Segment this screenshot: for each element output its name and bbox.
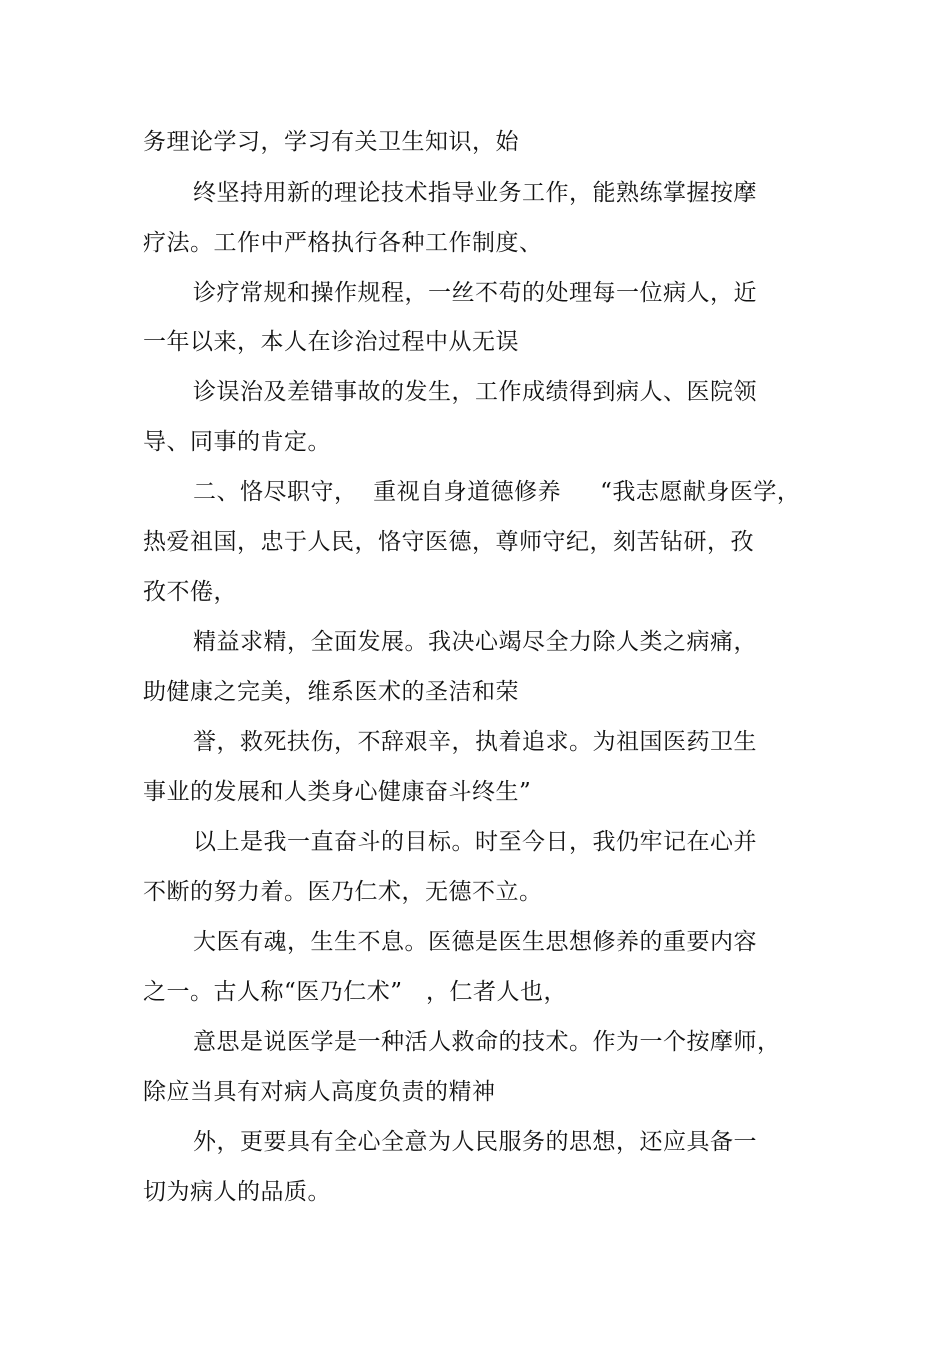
text-line-13: 誉，救死扶伤，不辞艰辛，执着追求。为祖国医药卫生 xyxy=(193,729,757,755)
section-heading-line: 二、恪尽职守， 重视自身道德修养 “我志愿献身医学， xyxy=(193,479,801,505)
text-line-10: 孜不倦， xyxy=(143,579,237,605)
text-line-9: 热爱祖国，忠于人民，恪守医德，尊师守纪，刻苦钻研，孜 xyxy=(143,529,754,555)
text-line-1: 务理论学习，学习有关卫生知识，始 xyxy=(143,129,519,155)
text-line-4: 诊疗常规和操作规程，一丝不苟的处理每一位病人，近 xyxy=(193,280,757,306)
text-line-20: 除应当具有对病人高度负责的精神 xyxy=(143,1079,496,1105)
text-line-14: 事业的发展和人类身心健康奋斗终生” xyxy=(143,779,532,805)
text-line-18: 之一。古人称“医乃仁术” ，仁者人也， xyxy=(143,979,567,1005)
text-line-2: 终坚持用新的理论技术指导业务工作，能熟练掌握按摩 xyxy=(193,180,757,206)
text-line-11: 精益求精，全面发展。我决心竭尽全力除人类之病痛， xyxy=(193,629,757,655)
text-line-12: 助健康之完美，维系医术的圣洁和荣 xyxy=(143,679,519,705)
text-line-22: 切为病人的品质。 xyxy=(143,1179,331,1205)
text-line-5: 一年以来，本人在诊治过程中从无误 xyxy=(143,329,519,355)
text-line-7: 导、同事的肯定。 xyxy=(143,429,331,455)
text-line-15: 以上是我一直奋斗的目标。时至今日，我仍牢记在心并 xyxy=(193,829,757,855)
text-line-19: 意思是说医学是一种活人救命的技术。作为一个按摩师， xyxy=(193,1029,781,1055)
text-line-6: 诊误治及差错事故的发生，工作成绩得到病人、医院领 xyxy=(193,379,757,405)
text-line-3: 疗法。工作中严格执行各种工作制度、 xyxy=(143,230,543,256)
text-line-16: 不断的努力着。医乃仁术，无德不立。 xyxy=(143,879,543,905)
text-line-17: 大医有魂，生生不息。医德是医生思想修养的重要内容 xyxy=(193,929,757,955)
text-line-21: 外，更要具有全心全意为人民服务的思想，还应具备一 xyxy=(193,1129,757,1155)
